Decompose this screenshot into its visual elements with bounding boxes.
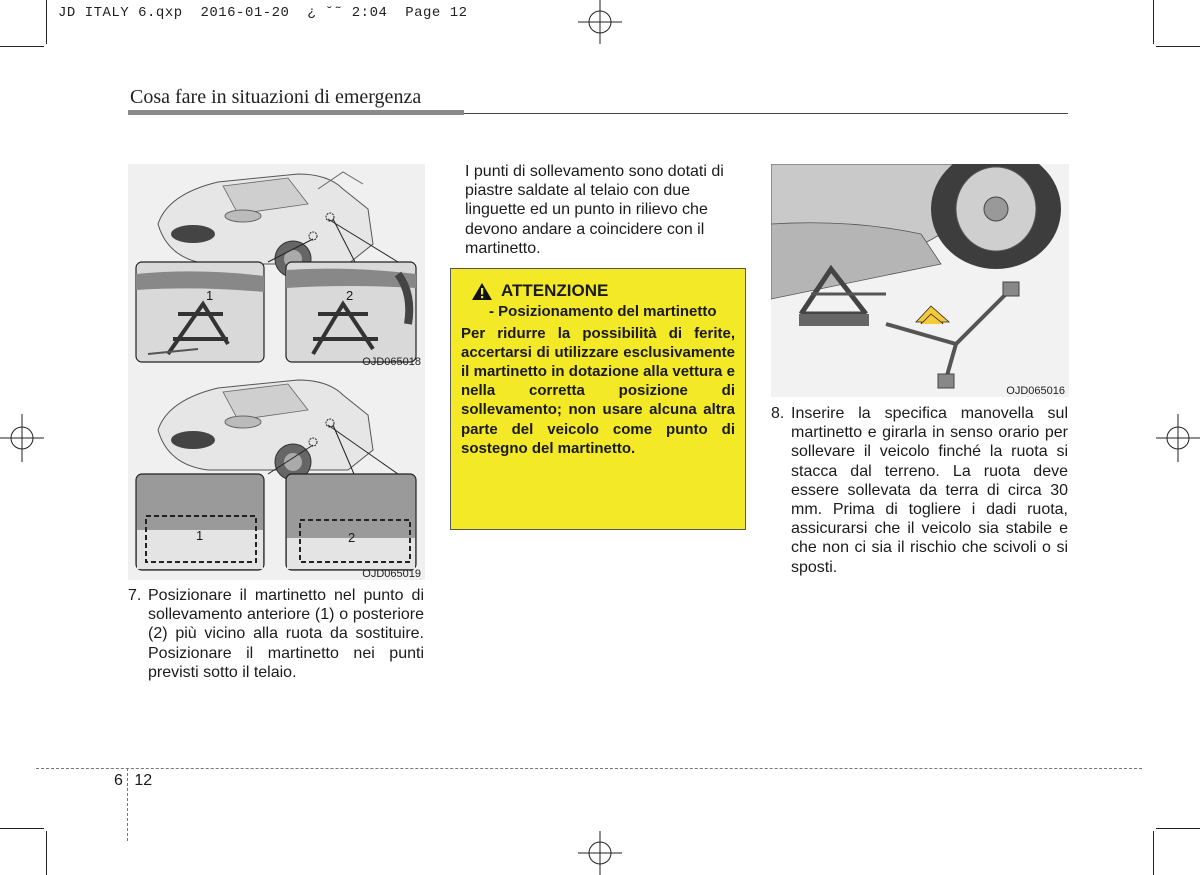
crop-mark	[46, 831, 47, 875]
print-slug	[58, 5, 468, 21]
figure-label-rear: 2	[348, 530, 356, 545]
step-text: Posizionare il martinetto nel punto di sollevamento anteriore (1) o posteriore (2) più vicino alla ruota da sostituire. Posizionare il martinetto nei punti previsti sotto il telaio.	[148, 587, 424, 681]
crop-mark	[46, 0, 47, 44]
registration-mark-bottom	[572, 831, 628, 875]
title-rule-accent	[128, 110, 464, 115]
crop-mark	[1156, 828, 1200, 829]
step-number: 8.	[771, 405, 785, 422]
figure-jack-points-side-illustration	[128, 164, 425, 370]
print-slug-filename: JD ITALY 6.qxp	[58, 5, 183, 21]
figure-jack-crank	[771, 164, 1069, 397]
page-number	[114, 772, 152, 790]
crop-mark	[0, 828, 44, 829]
warning-title: ATTENZIONE	[501, 281, 609, 300]
page-number-value: 12	[134, 772, 153, 789]
warning-title-row	[471, 281, 735, 301]
crop-mark	[1153, 0, 1154, 44]
chapter-number: 6	[114, 772, 123, 789]
figure-label-rear: 2	[346, 288, 354, 303]
print-slug-page: Page 12	[405, 5, 468, 21]
figure-code: OJD065018	[362, 356, 421, 368]
registration-mark-top	[572, 0, 628, 44]
warning-subtitle: - Posizionamento del martinetto	[489, 303, 717, 320]
step-8	[771, 404, 1068, 577]
step-7	[128, 586, 424, 682]
registration-mark-left	[0, 408, 44, 468]
step-text: Inserire la specifica manovella sul martinetto e girarla in senso orario per sollevare il veicolo finché la ruota si stacca dal terreno. La ruota deve essere sollevata da terra di circa 30 mm. Prima di togliere i dadi ruota, assicurarsi che il veicolo sia stabile e che non ci sia il rischio che scivoli o si sposti.	[791, 405, 1068, 576]
footer-rule	[36, 768, 1142, 769]
print-slug-time: ¿ ˘˜ 2:04	[307, 5, 388, 21]
registration-mark-right	[1156, 408, 1200, 468]
jack-points-intro: I punti di sollevamento sono dotati di piastre saldate al telaio con due linguette ed un punto in rilievo che devono andare a coincidere con il martinetto.	[465, 163, 724, 257]
section-title: Cosa fare in situazioni di emergenza	[130, 86, 422, 108]
figure-jack-points-side	[128, 164, 425, 370]
warning-body: Per ridurre la possibilità di ferite, accertarsi di utilizzare esclusivamente il martinetto in dotazione alla vettura e nella corretta posizione di sollevamento; non usare alcuna altra parte del veicolo come punto di sostegno del martinetto.	[461, 324, 735, 457]
warning-box	[450, 268, 746, 530]
figure-jack-points-plates	[128, 370, 425, 580]
crop-mark	[1153, 831, 1154, 875]
crop-mark	[1156, 46, 1200, 47]
figure-label-front: 1	[196, 528, 204, 543]
step-number: 7.	[128, 587, 142, 604]
figure-jack-crank-illustration	[771, 164, 1069, 397]
figure-code: OJD065019	[362, 568, 421, 580]
crop-mark	[0, 46, 44, 47]
figure-code: OJD065016	[1006, 385, 1065, 397]
print-slug-date: 2016-01-20	[200, 5, 290, 21]
warning-triangle-icon	[471, 282, 493, 301]
figure-jack-points-plates-illustration	[128, 370, 425, 580]
figure-label-front: 1	[206, 288, 214, 303]
